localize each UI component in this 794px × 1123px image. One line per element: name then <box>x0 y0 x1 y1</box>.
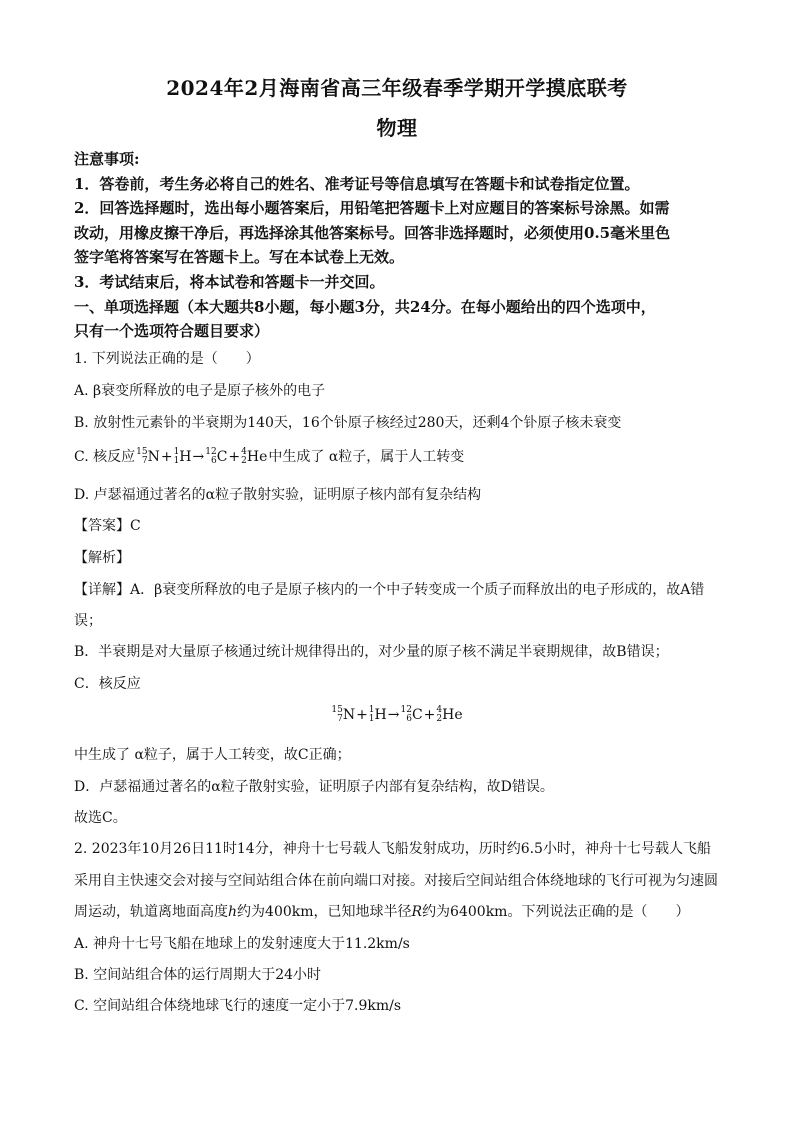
plus-sign: + <box>423 707 436 723</box>
nuclide-n-symbol: N <box>147 449 160 465</box>
q1-conclusion: 故选C。 <box>74 810 127 826</box>
q1-option-c <box>74 446 464 466</box>
nuclide-he <box>241 448 267 466</box>
q1-option-a: A. β衰变所释放的电子是原子核外的电子 <box>74 383 326 399</box>
exam-title: 2024年2月海南省高三年级春季学期开学摸底联考 <box>166 76 628 100</box>
nuclide-h-symbol: H <box>374 707 387 723</box>
nuclide-h-mass: 1 <box>368 705 375 715</box>
nuclide-n <box>136 448 160 466</box>
plus-sign: + <box>160 449 173 465</box>
nuclide-c-symbol: C <box>216 449 228 465</box>
nuclide-he-symbol: He <box>246 449 268 465</box>
nuclide-he-mass: 4 <box>241 447 247 457</box>
nuclide-h <box>174 448 192 466</box>
q2-option-c: C. 空间站组合体绕地球飞行的速度一定小于7.9km/s <box>74 998 402 1014</box>
reaction-equation <box>0 706 794 724</box>
nuclide-c-z: 6 <box>210 456 217 466</box>
notice-item-1: 1．答卷前，考生务必将自己的姓名、准考证号等信息填写在答题卡和试卷指定位置。 <box>74 175 640 193</box>
q1-stem: 1. 下列说法正确的是（ ） <box>74 351 260 367</box>
nuclide-c-mass: 12 <box>205 447 217 457</box>
section-heading: 一、单项选择题（本大题共8小题，每小题3分，共24分。在每小题给出的四个选项中， <box>74 298 656 316</box>
q2-var-r: R <box>411 904 423 920</box>
q1-option-b: B. 放射性元素钋的半衰期为140天，16个钋原子核经过280天，还剩4个钋原子核未衰变 <box>74 415 622 431</box>
nuclide-he-symbol: He <box>442 707 463 723</box>
q1-detail-c: C．核反应 <box>74 676 141 692</box>
nuclide-h <box>369 706 387 724</box>
q1-option-d: D. 卢瑟福通过著名的α粒子散射实验，证明原子核内部有复杂结构 <box>74 487 482 503</box>
section-heading-cont: 只有一个选项符合题目要求） <box>74 322 270 340</box>
notice-item-2-cont2: 签字笔将答案写在答题卡上。写在本试卷上无效。 <box>74 248 405 266</box>
q2-stem-line-3-c: 约为6400km。下列说法正确的是（ ） <box>422 904 690 920</box>
nuclide-n-z: 7 <box>141 456 148 466</box>
nuclide-h-z: 1 <box>368 714 375 724</box>
q2-option-a: A. 神舟十七号飞船在地球上的发射速度大于11.2km/s <box>74 936 410 952</box>
nuclide-he-z: 2 <box>436 714 443 724</box>
nuclide-n-z: 7 <box>337 714 343 724</box>
q1-detail-c-cont: 中生成了 α粒子，属于人工转变，故C正确； <box>74 747 351 763</box>
nuclide-h-symbol: H <box>179 449 192 465</box>
notice-item-3: 3．考试结束后，将本试卷和答题卡一并交回。 <box>74 273 385 291</box>
q1-detail-d: D．卢瑟福通过著名的α粒子散射实验，证明原子内部有复杂结构，故D错误。 <box>74 779 554 795</box>
nuclide-n <box>331 706 355 724</box>
notice-item-2: 2．回答选择题时，选出每小题答案后，用铅笔把答题卡上对应题目的答案标号涂黑。如需 <box>74 199 670 217</box>
nuclide-n-mass: 15 <box>331 705 343 715</box>
q1-option-c-suffix: 中生成了 α粒子，属于人工转变 <box>268 449 465 465</box>
q2-var-h: h <box>228 904 238 920</box>
nuclide-h-z: 1 <box>173 456 180 466</box>
subject-title: 物理 <box>376 116 418 140</box>
nuclide-he <box>436 706 462 724</box>
q2-stem-line-3-b: 约为400km，已知地球半径 <box>237 904 412 920</box>
nuclide-c-z: 6 <box>406 714 412 724</box>
q2-stem-line-3 <box>74 901 689 921</box>
nuclide-n-mass: 15 <box>136 447 148 457</box>
q1-detail-b: B．半衰期是对大量原子核通过统计规律得出的，对少量的原子核不满足半衰期规律，故B错误； <box>74 644 669 660</box>
q1-detail-a-cont: 误； <box>74 613 102 629</box>
q2-option-b: B. 空间站组合体的运行周期大于24小时 <box>74 967 322 983</box>
nuclide-he-mass: 4 <box>436 705 443 715</box>
q2-stem-line-3-a: 周运动，轨道离地面高度 <box>74 904 228 920</box>
q2-stem-line-1: 2. 2023年10月26日11时14分，神舟十七号载人飞船发射成功，历时约6.5小时，神舟十七号载人飞船 <box>74 841 711 857</box>
reaction-arrow: → <box>387 707 400 723</box>
nuclide-c <box>205 448 227 466</box>
nuclide-h-mass: 1 <box>173 447 180 457</box>
notice-heading: 注意事项: <box>74 150 140 168</box>
plus-sign: + <box>356 707 368 723</box>
plus-sign: + <box>228 449 241 465</box>
q1-answer: 【答案】C <box>74 518 141 534</box>
nuclide-c <box>400 706 422 724</box>
q1-analysis-label: 【解析】 <box>74 550 130 566</box>
nuclide-n-symbol: N <box>342 707 356 723</box>
notice-item-2-cont: 改动，用橡皮擦干净后，再选择涂其他答案标号。回答非选择题时，必须使用0.5毫米里色 <box>74 224 671 242</box>
nuclide-he-z: 2 <box>241 456 247 466</box>
q1-detail-a: 【详解】A．β衰变所释放的电子是原子核内的一个中子转变成一个质子而释放出的电子形成的，故A错 <box>74 582 705 598</box>
reaction-arrow: → <box>192 449 205 465</box>
nuclide-c-symbol: C <box>411 707 423 723</box>
q2-stem-line-2: 采用自主快速交会对接与空间站组合体在前向端口对接。对接后空间站组合体绕地球的飞行可视为匀速圆 <box>74 873 718 889</box>
nuclide-c-mass: 12 <box>400 705 412 715</box>
q1-option-c-prefix: C. 核反应 <box>74 449 136 465</box>
